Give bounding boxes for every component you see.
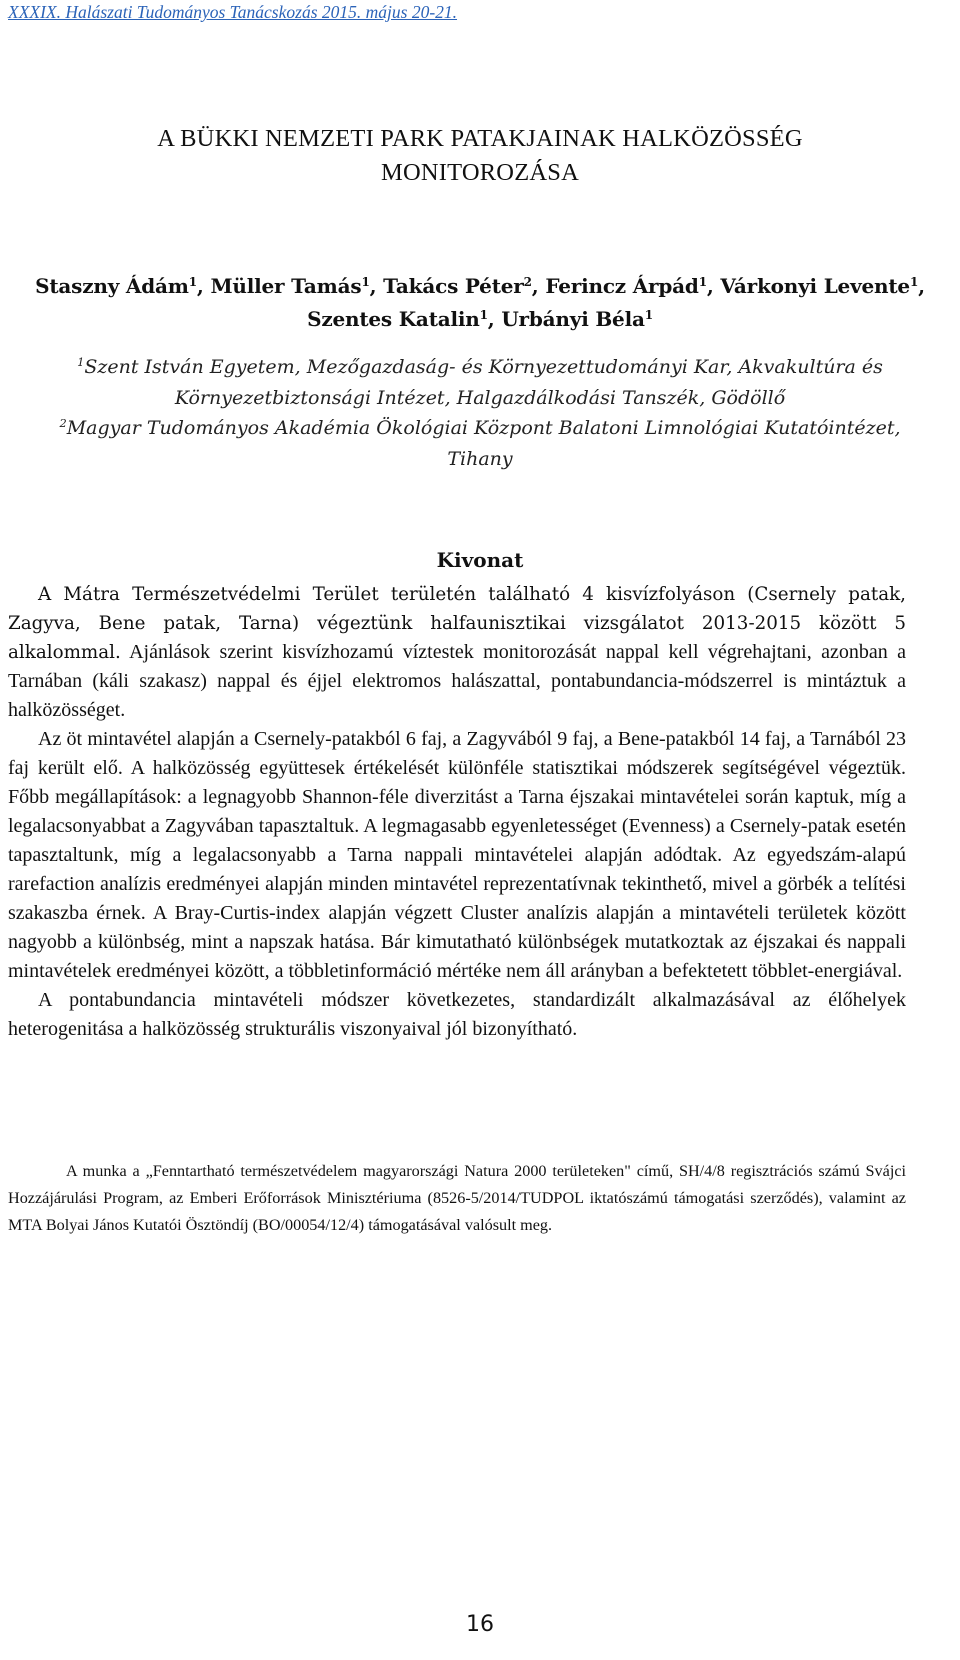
affiliation-mark: 1 <box>909 274 919 289</box>
abstract-paragraph <box>8 580 906 725</box>
funding-acknowledgement: A munka a „Fenntartható természetvédelem magyarországi Natura 2000 területeken" című, SH/4/8 regisztrációs számú Svájci Hozzájárulási Program, az Emberi Erőforrások Minisztériuma (8526-5/2014/TUDPOL iktatószámú támogatási szerződés), valamint az MTA Bolyai János Kutatói Ösztöndíj (BO/00054/12/4) támogatásával valósult meg. <box>8 1162 906 1234</box>
affiliations <box>4 352 956 474</box>
separator: , <box>369 274 384 298</box>
author-name: Szentes Katalin <box>307 307 480 331</box>
abstract-paragraph: A pontabundancia mintavételi módszer következetes, standardizált alkalmazásával az élőhelyek heterogenitása a halközösség strukturális viszonyaival jól bizonyítható. <box>8 989 906 1040</box>
abstract-body <box>8 580 906 1044</box>
separator: , <box>918 274 925 298</box>
affiliation-mark: 1 <box>361 274 370 289</box>
author-line <box>0 303 960 336</box>
affiliation-mark: 1 <box>479 307 488 322</box>
abstract-text: A Mátra Természetvédelmi Terület területén található 4 kisvízfolyáson (Csernely patak, Zagyva, Bene patak, Tarna) végeztünk halfaunisztikai vizsgálatot 2013-2015 között 5 alkalommal. <box>8 584 906 663</box>
paper-title <box>0 122 960 190</box>
author-name: Ferincz Árpád <box>545 274 699 298</box>
affiliation-mark: 1 <box>698 274 707 289</box>
separator: , <box>487 307 502 331</box>
author-name: Várkonyi Levente <box>720 274 910 298</box>
page-number: 16 <box>466 1612 494 1637</box>
affiliation-2 <box>4 413 956 444</box>
affiliation-1-cont: Környezetbiztonsági Intézet, Halgazdálkodási Tanszék, Gödöllő <box>174 386 786 409</box>
title-line: MONITOROZÁSA <box>381 159 579 186</box>
conference-header[interactable]: XXXIX. Halászati Tudományos Tanácskozás 2015. május 20-21. <box>8 2 458 22</box>
author-name: Takács Péter <box>383 274 524 298</box>
author-name: Müller Tamás <box>210 274 362 298</box>
separator: , <box>196 274 211 298</box>
affiliation-2-cont: Tihany <box>447 447 513 470</box>
author-name: Staszny Ádám <box>35 274 189 298</box>
affiliation-text: Magyar Tudományos Akadémia Ökológiai Központ Balatoni Limnológiai Kutatóintézet, <box>66 417 901 439</box>
affiliation-mark: 1 <box>188 274 197 289</box>
abstract-text: Ajánlások szerint kisvízhozamú víztestek monitorozását nappal kell végrehajtani, azonban a Tarnában (káli szakasz) nappal és éjjel elektromos halászattal, pontabundancia-módszerrel is mintáztuk a halközösséget. <box>8 641 906 721</box>
abstract-heading: Kivonat <box>436 548 524 572</box>
separator: , <box>706 274 721 298</box>
affiliation-mark: 2 <box>523 274 532 289</box>
affiliation-number: 1 <box>77 355 85 370</box>
affiliation-1 <box>4 352 956 383</box>
abstract-paragraph: Az öt mintavétel alapján a Csernely-patakból 6 faj, a Zagyvából 9 faj, a Bene-patakból 14 faj, a Tarnából 23 faj került elő. A halközösség együttesek értékelését különféle statisztikai módszerek segítségével végeztük. Főbb megállapítások: a legnagyobb Shannon-féle diverzitást a Tarna éjszakai mintavételei során kaptuk, míg a legalacsonyabbat a Zagyvában tapasztaltuk. A legmagasabb egyenletességet (Evenness) a Csernely-patak esetén tapasztaltunk, míg a legalacsonyabb a Tarna nappali mintavételei alapján adódtak. Az egyedszám-alapú rarefaction analízis eredményei alapján minden mintavétel reprezentatívnak tekinthető, mivel a görbék a telítési szakaszba érnek. A Bray-Curtis-index alapján végzett Cluster analízis alapján a mintavételi területek között nagyobb a különbség, mint a napszak hatása. Bár kimutatható különbségek mutatkoztak az éjszakai és nappali mintavételek eredményei között, a többletinformáció mértéke nem áll arányban a befektetett többlet-energiával. <box>8 728 906 982</box>
author-name: Urbányi Béla <box>501 307 645 331</box>
affiliation-number: 2 <box>59 416 67 431</box>
title-line: A BÜKKI NEMZETI PARK PATAKJAINAK HALKÖZÖSSÉG <box>157 125 803 152</box>
author-line <box>0 270 960 303</box>
affiliation-mark: 1 <box>644 307 653 322</box>
author-list <box>0 270 960 336</box>
separator: , <box>531 274 546 298</box>
affiliation-text: Szent István Egyetem, Mezőgazdaság- és Környezettudományi Kar, Akvakultúra és <box>84 356 883 378</box>
